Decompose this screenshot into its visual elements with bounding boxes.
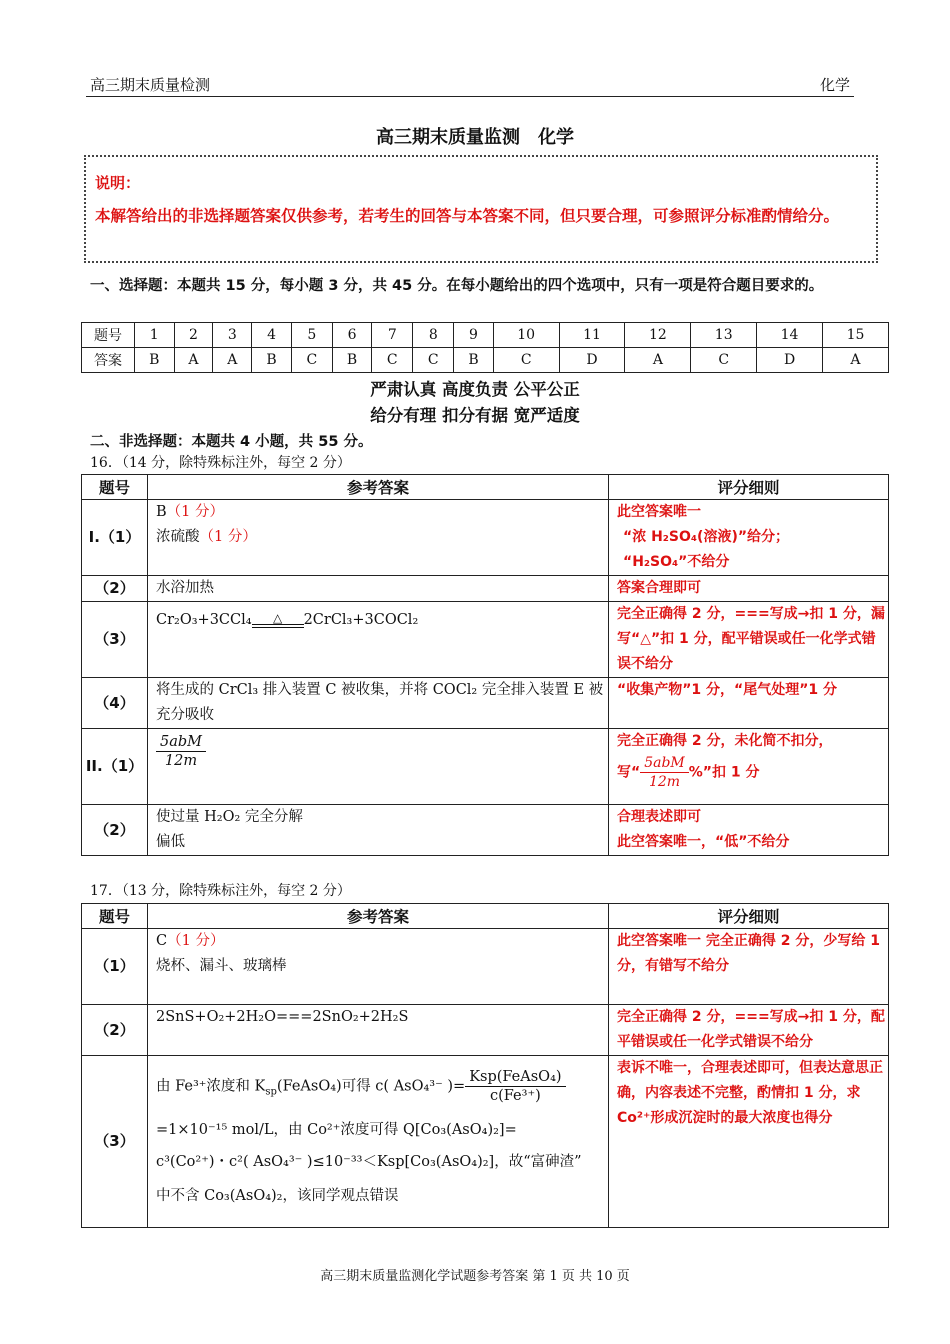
q16-heading: 16．（14 分，除特殊标注外，每空 2 分）	[90, 455, 351, 471]
q16-table	[81, 474, 889, 856]
q16-row6-num: （2）	[82, 805, 148, 856]
q16-row6-rule1: 合理表述即可	[617, 809, 701, 825]
q16-row4-ans: 将生成的 CrCl₃ 排入装置 C 被收集，并将 COCl₂ 完全排入装置 E 被充分吸收	[148, 678, 609, 729]
q17-row3-text1c: (FeAsO₄)可得 c( AsO₄³⁻ )=	[276, 1078, 466, 1095]
mc-question-number: 8	[413, 323, 454, 348]
mc-question-number: 12	[625, 323, 691, 348]
q16-row1-rule2: “浓 H₂SO₄(溶液)”给分；	[623, 529, 790, 545]
table-row	[82, 576, 889, 602]
mc-question-number: 10	[493, 323, 559, 348]
mc-answer: C	[372, 348, 413, 373]
table-row	[82, 602, 889, 678]
mc-answer: A	[822, 348, 888, 373]
mc-answer: A	[174, 348, 213, 373]
q16-row1-ans1: B	[156, 504, 167, 520]
note-text: 本解答给出的非选择题答案仅供参考，若考生的回答与本答案不同，但只要合理，可参照评分标准酌情给分。	[95, 207, 840, 225]
q16-row6-rule2: 此空答案唯一，“低”不给分	[617, 834, 790, 850]
q16-row2-rule: 答案合理即可	[609, 576, 889, 602]
mc-question-number: 9	[454, 323, 494, 348]
q17-row3-text1b: sp	[265, 1086, 277, 1098]
mc-question-number: 3	[213, 323, 252, 348]
table-row	[82, 500, 889, 576]
q17-row1-ans1: C	[156, 933, 168, 949]
table-row	[82, 1056, 889, 1228]
mc-answer: C	[691, 348, 757, 373]
q16-th-rules: 评分细则	[609, 475, 889, 500]
header-right: 化学	[820, 76, 851, 94]
q17-row1-num: （1）	[82, 929, 148, 1005]
mc-answer: C	[493, 348, 559, 373]
mc-answer: A	[213, 348, 252, 373]
fraction-denominator: 12m	[164, 753, 198, 769]
table-row	[82, 805, 889, 856]
ksp-fraction	[465, 1068, 565, 1105]
q16-row3-products: 2CrCl₃+3COCl₂	[303, 612, 419, 628]
fraction-answer	[156, 733, 206, 770]
q17-row3-text3: c³(Co²⁺)・c²( AsO₄³⁻ )≤10⁻³³＜Ksp[Co₃(AsO₄)₂]，故“富砷渣”	[156, 1154, 582, 1170]
q16-row1-ans2: 浓硫酸	[156, 529, 200, 545]
q17-row2-rule: 完全正确得 2 分，===写成→扣 1 分，配平错误或任一化学式错误不给分	[609, 1005, 889, 1056]
q16-row3-num: （3）	[82, 602, 148, 678]
mc-answer: C	[413, 348, 454, 373]
mc-question-number: 14	[757, 323, 823, 348]
q16-th-num: 题号	[82, 475, 148, 500]
q16-row1-ans2-score: （1 分）	[199, 529, 257, 545]
q17-row1-ans2: 烧杯、漏斗、玻璃棒	[156, 958, 287, 974]
table-row	[82, 1005, 889, 1056]
mc-question-number: 11	[559, 323, 625, 348]
q17-table	[81, 903, 889, 1228]
q17-row1-ans1-score: （1 分）	[167, 933, 225, 949]
note-label: 说明：	[95, 174, 141, 192]
q16-row5-rule2a: 写“	[617, 764, 641, 781]
mc-answer: C	[291, 348, 332, 373]
header-divider	[86, 96, 854, 97]
mc-question-number: 5	[291, 323, 332, 348]
q16-row1-num: I.（1）	[82, 500, 148, 576]
mc-answer: B	[454, 348, 494, 373]
mc-label-num: 题号	[82, 323, 135, 348]
q17-row3-text4: 中不含 Co₃(AsO₄)₂，该同学观点错误	[156, 1188, 399, 1204]
q17-row2-num: （2）	[82, 1005, 148, 1056]
table-row	[82, 678, 889, 729]
mc-answer-table	[81, 322, 889, 373]
q17-row3-num: （3）	[82, 1056, 148, 1228]
ksp-fraction-numerator: Ksp(FeAsO₄)	[465, 1068, 565, 1087]
fraction-numerator: 5abM	[156, 733, 206, 752]
mc-answer: D	[559, 348, 625, 373]
q16-row6-ans1: 使过量 H₂O₂ 完全分解	[156, 809, 303, 825]
mc-label-ans: 答案	[82, 348, 135, 373]
mc-question-number: 15	[822, 323, 888, 348]
q16-row1-rule1: 此空答案唯一	[617, 504, 701, 520]
page-title: 高三期末质量监测 化学	[376, 127, 574, 148]
mc-question-number: 4	[252, 323, 292, 348]
q17-row3-text2: =1×10⁻¹⁵ mol/L，由 Co²⁺浓度可得 Q[Co₃(AsO₄)₂]=	[156, 1122, 517, 1138]
rule-fraction-numerator: 5abM	[640, 754, 689, 773]
mc-answer: B	[252, 348, 292, 373]
q17-row2-ans: 2SnS+O₂+2H₂O===2SnO₂+2H₂S	[148, 1005, 609, 1056]
q16-th-answer: 参考答案	[148, 475, 609, 500]
q16-row5-rule2b: %”扣 1 分	[688, 764, 760, 781]
mc-question-number: 13	[691, 323, 757, 348]
q17-th-num: 题号	[82, 904, 148, 929]
q17-row3-text1a: 由 Fe³⁺浓度和 K	[156, 1078, 266, 1095]
mc-answer: D	[757, 348, 823, 373]
q16-row1-ans1-score: （1 分）	[166, 504, 224, 520]
fraction-in-rule	[640, 754, 689, 791]
section2-heading: 二、非选择题：本题共 4 小题，共 55 分。	[90, 434, 373, 450]
table-row	[82, 729, 889, 805]
q16-row5-rule1: 完全正确得 2 分，未化简不扣分，	[617, 733, 833, 749]
q17-th-rules: 评分细则	[609, 904, 889, 929]
rule-fraction-denominator: 12m	[648, 774, 681, 790]
q17-row3-rule: 表诉不唯一，合理表述即可，但表达意思正确，内容表述不完整，酌情扣 1 分，求 Co²⁺形成沉淀时的最大浓度也得分	[609, 1056, 889, 1228]
motto-line2: 给分有理 扣分有据 宽严适度	[370, 406, 580, 425]
page-footer: 高三期末质量监测化学试题参考答案 第 1 页 共 10 页	[320, 1269, 630, 1284]
q17-row1-rule: 此空答案唯一 完全正确得 2 分，少写给 1 分，有错写不给分	[609, 929, 889, 1005]
mc-question-number: 6	[332, 323, 372, 348]
mc-answer: B	[135, 348, 175, 373]
q17-heading: 17．（13 分，除特殊标注外，每空 2 分）	[90, 883, 351, 899]
q16-row2-num: （2）	[82, 576, 148, 602]
heat-symbol: △	[272, 611, 283, 625]
table-row	[82, 929, 889, 1005]
ksp-fraction-denominator: c(Fe³⁺)	[490, 1088, 541, 1104]
reaction-arrow	[252, 612, 304, 628]
q16-row6-ans2: 偏低	[156, 834, 185, 850]
q16-row3-rule: 完全正确得 2 分，===写成→扣 1 分，漏写“△”扣 1 分，配平错误或任一化学式错误不给分	[609, 602, 889, 678]
mc-answer: B	[332, 348, 372, 373]
q16-row5-num: II.（1）	[82, 729, 148, 805]
mc-question-number: 1	[135, 323, 175, 348]
q16-row4-num: （4）	[82, 678, 148, 729]
motto-line1: 严肃认真 高度负责 公平公正	[370, 380, 580, 399]
mc-question-number: 7	[372, 323, 413, 348]
header-left: 高三期末质量检测	[90, 76, 211, 94]
mc-answer: A	[625, 348, 691, 373]
q16-row4-rule: “收集产物”1 分，“尾气处理”1 分	[609, 678, 889, 729]
mc-question-number: 2	[174, 323, 213, 348]
q16-row1-rule3: “H₂SO₄”不给分	[623, 554, 730, 570]
q17-th-answer: 参考答案	[148, 904, 609, 929]
q16-row3-reactants: Cr₂O₃+3CCl₄	[156, 612, 252, 628]
section1-heading: 一、选择题：本题共 15 分，每小题 3 分，共 45 分。在每小题给出的四个选项中，只有一项是符合题目要求的。	[90, 278, 824, 294]
q16-row2-ans: 水浴加热	[148, 576, 609, 602]
